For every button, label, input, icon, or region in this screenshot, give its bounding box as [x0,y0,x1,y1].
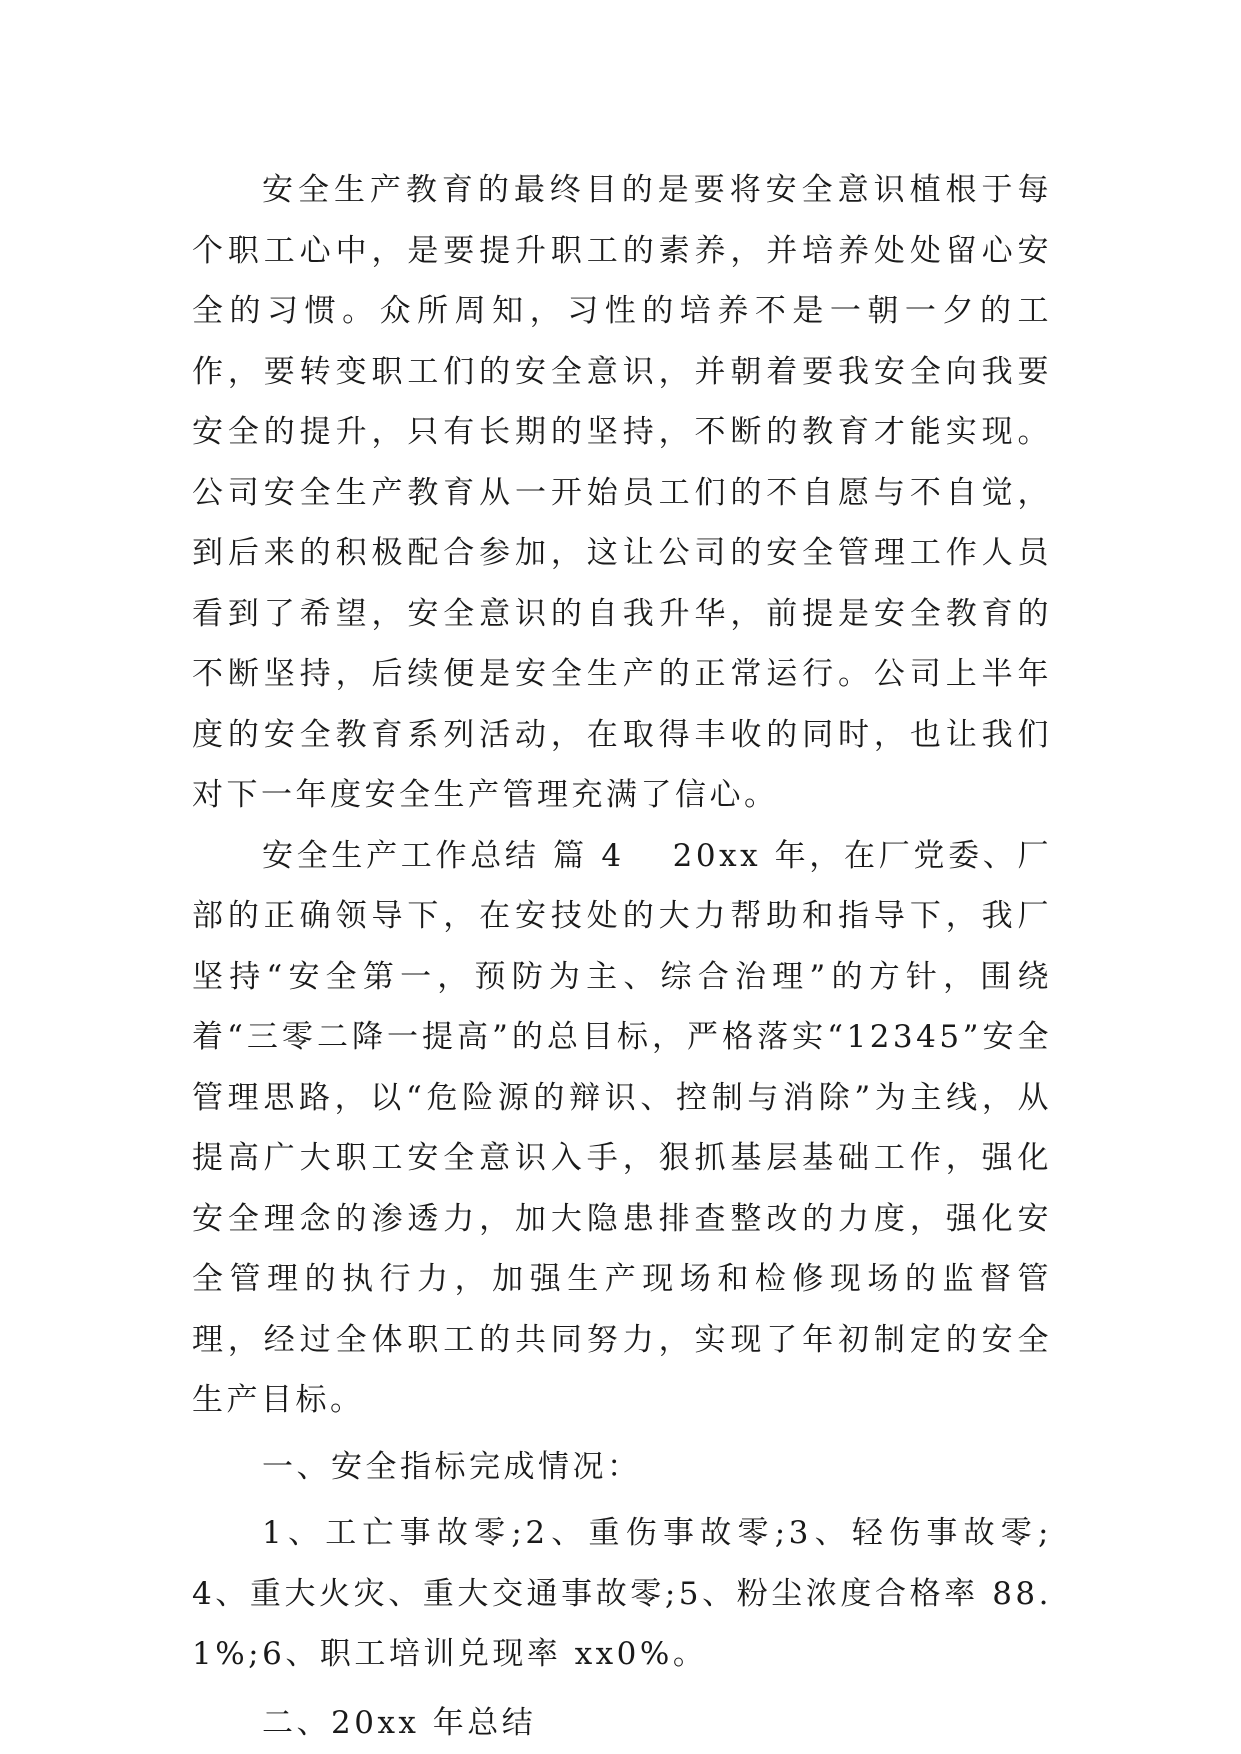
item-two-title: 二、20xx 年总结 [262,1704,537,1741]
paragraph-section-4 [192,826,1052,1431]
item-one-body: 1、工亡事故零;2、重伤事故零;3、轻伤事故零;4、重大火灾、重大交通事故零;5、粉尘浓度合格率 88.1%;6、职工培训兑现率 xx0%。 [192,1515,1052,1672]
paragraph-safety-education: 安全生产教育的最终目的是要将安全意识植根于每个职工心中，是要提升职工的素养，并培养处处留心安全的习惯。众所周知，习性的培养不是一朝一夕的工作，要转变职工们的安全意识，并朝着要我安全向我要安全的提升，只有长期的坚持，不断的教育才能实现。公司安全生产教育从一开始员工们的不自愿与不自觉，到后来的积极配合参加，这让公司的安全管理工作人员看到了希望，安全意识的自我升华，前提是安全教育的不断坚持，后续便是安全生产的正常运行。公司上半年度的安全教育系列活动，在取得丰收的同时，也让我们对下一年度安全生产管理充满了信心。 [192,172,1052,813]
section-heading: 安全生产工作总结 篇 4 [262,837,625,874]
section-body: 20xx 年，在厂党委、厂部的正确领导下，在安技处的大力帮助和指导下，我厂坚持“安全第一，预防为主、综合治理”的方针，围绕着“三零二降一提高”的总目标，严格落实“12345”安全管理思路，以“危险源的辩识、控制与消除”为主线，从提高广大职工安全意识入手，狠抓基层基础工作，强化安全理念的渗透力，加大隐患排查整改的力度，强化安全管理的执行力，加强生产现场和检修现场的监督管理，经过全体职工的共同努力，实现了年初制定的安全生产目标。 [192,837,1053,1418]
document-body [192,160,1052,1753]
item-one-title: 一、安全指标完成情况： [262,1448,642,1485]
